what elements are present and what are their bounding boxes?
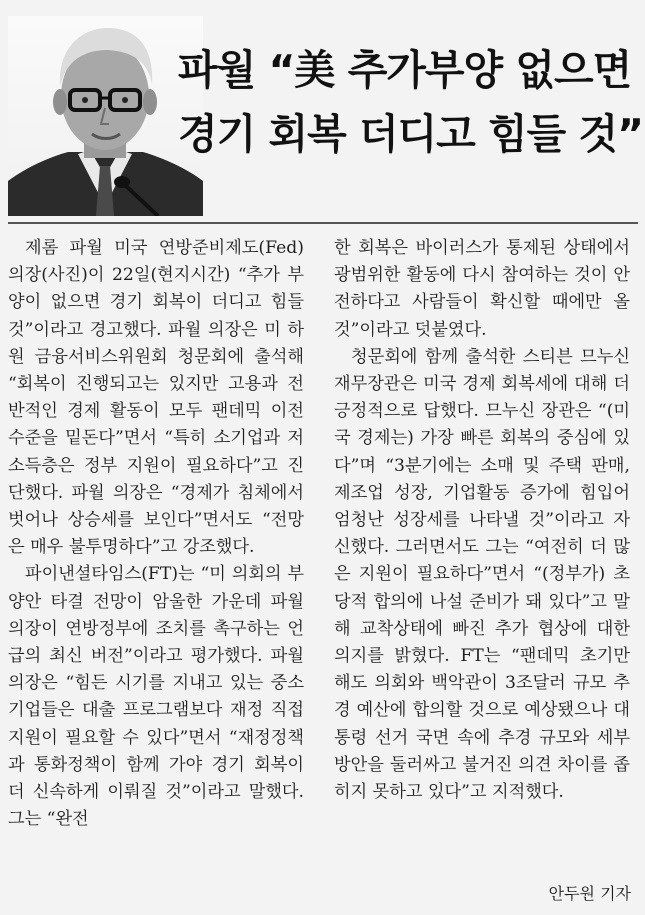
person-photo <box>8 16 203 216</box>
person-photo-icon <box>8 16 203 216</box>
article-column-left <box>8 235 304 833</box>
paragraph: 한 회복은 바이러스가 통제된 상태에서 광범위한 활동에 다시 참여하는 것이 안전하다고 사람들이 확신할 때에만 올 것”이라고 덧붙였다. <box>334 238 630 340</box>
paragraph: 청문회에 함께 출석한 스티븐 므누신 재무장관은 미국 경제 회복세에 대해 더 긍정적으로 답했다. 므누신 장관은 “(미국 경제는) 가장 빠른 회복의 중심에 있다”며 “3분기에는 소매 및 주택 판매, 제조업 성장, 기업활동 증가에 힘입어 엄청난 성장세를 나타낼 것”이라고 자신했다. 그러면서도 그는 “여전히 더 많은 지원이 필요하다”면서 “(정부가) 초당적 합의에 나설 준비가 돼 있다”고 말해 교착상태에 빠진 추가 협상에 대한 의지를 밝혔다. FT는 “팬데믹 초기만 해도 의회와 백악관이 3조달러 규모 추경 예산에 합의할 것으로 예상됐으나 대통령 선거 국면 속에 추경 규모와 세부 방안을 둘러싸고 불거진 의견 차이를 좁히지 못하고 있다”고 지적했다. <box>334 346 630 803</box>
paragraph: 제롬 파월 미국 연방준비제도(Fed) 의장(사진)이 22일(현지시간) “추가 부양이 없으면 경기 회복이 더디고 힘들 것”이라고 경고했다. 파월 의장은 미 하원 금융서비스위원회 청문회에 출석해 “회복이 진행되고는 있지만 고용과 전반적인 경제 활동이 모두 팬데믹 이전 수준을 밑돈다”면서 “특히 소기업과 저소득층은 정부 지원이 필요하다”고 진단했다. 파월 의장은 “경제가 침체에서 벗어나 상승세를 보인다”면서도 “전망은 매우 불투명하다”고 강조했다. <box>8 238 304 558</box>
article-column-right <box>334 235 630 806</box>
headline-line-1: 파월 “美 추가부양 없으면 <box>178 46 632 94</box>
paragraph: 파이낸셜타임스(FT)는 “미 의회의 부양안 타결 전망이 암울한 가운데 파월 의장이 연방정부에 조치를 촉구하는 언급의 최신 버전”이라고 평가했다. 파월 의장은 “힘든 시기를 지내고 있는 중소기업들은 대출 프로그램보다 재정 직접 지원이 필요할 수 있다”면서 “재정정책과 통화정책이 함께 가야 경기 회복이 더 신속하게 이뤄질 것”이라고 말했다. 그는 “완전 <box>8 564 304 830</box>
byline: 안두원 기자 <box>548 884 631 903</box>
divider <box>8 222 638 224</box>
headline-line-2: 경기 회복 더디고 힘들 것” <box>178 110 644 158</box>
headline <box>178 38 644 166</box>
